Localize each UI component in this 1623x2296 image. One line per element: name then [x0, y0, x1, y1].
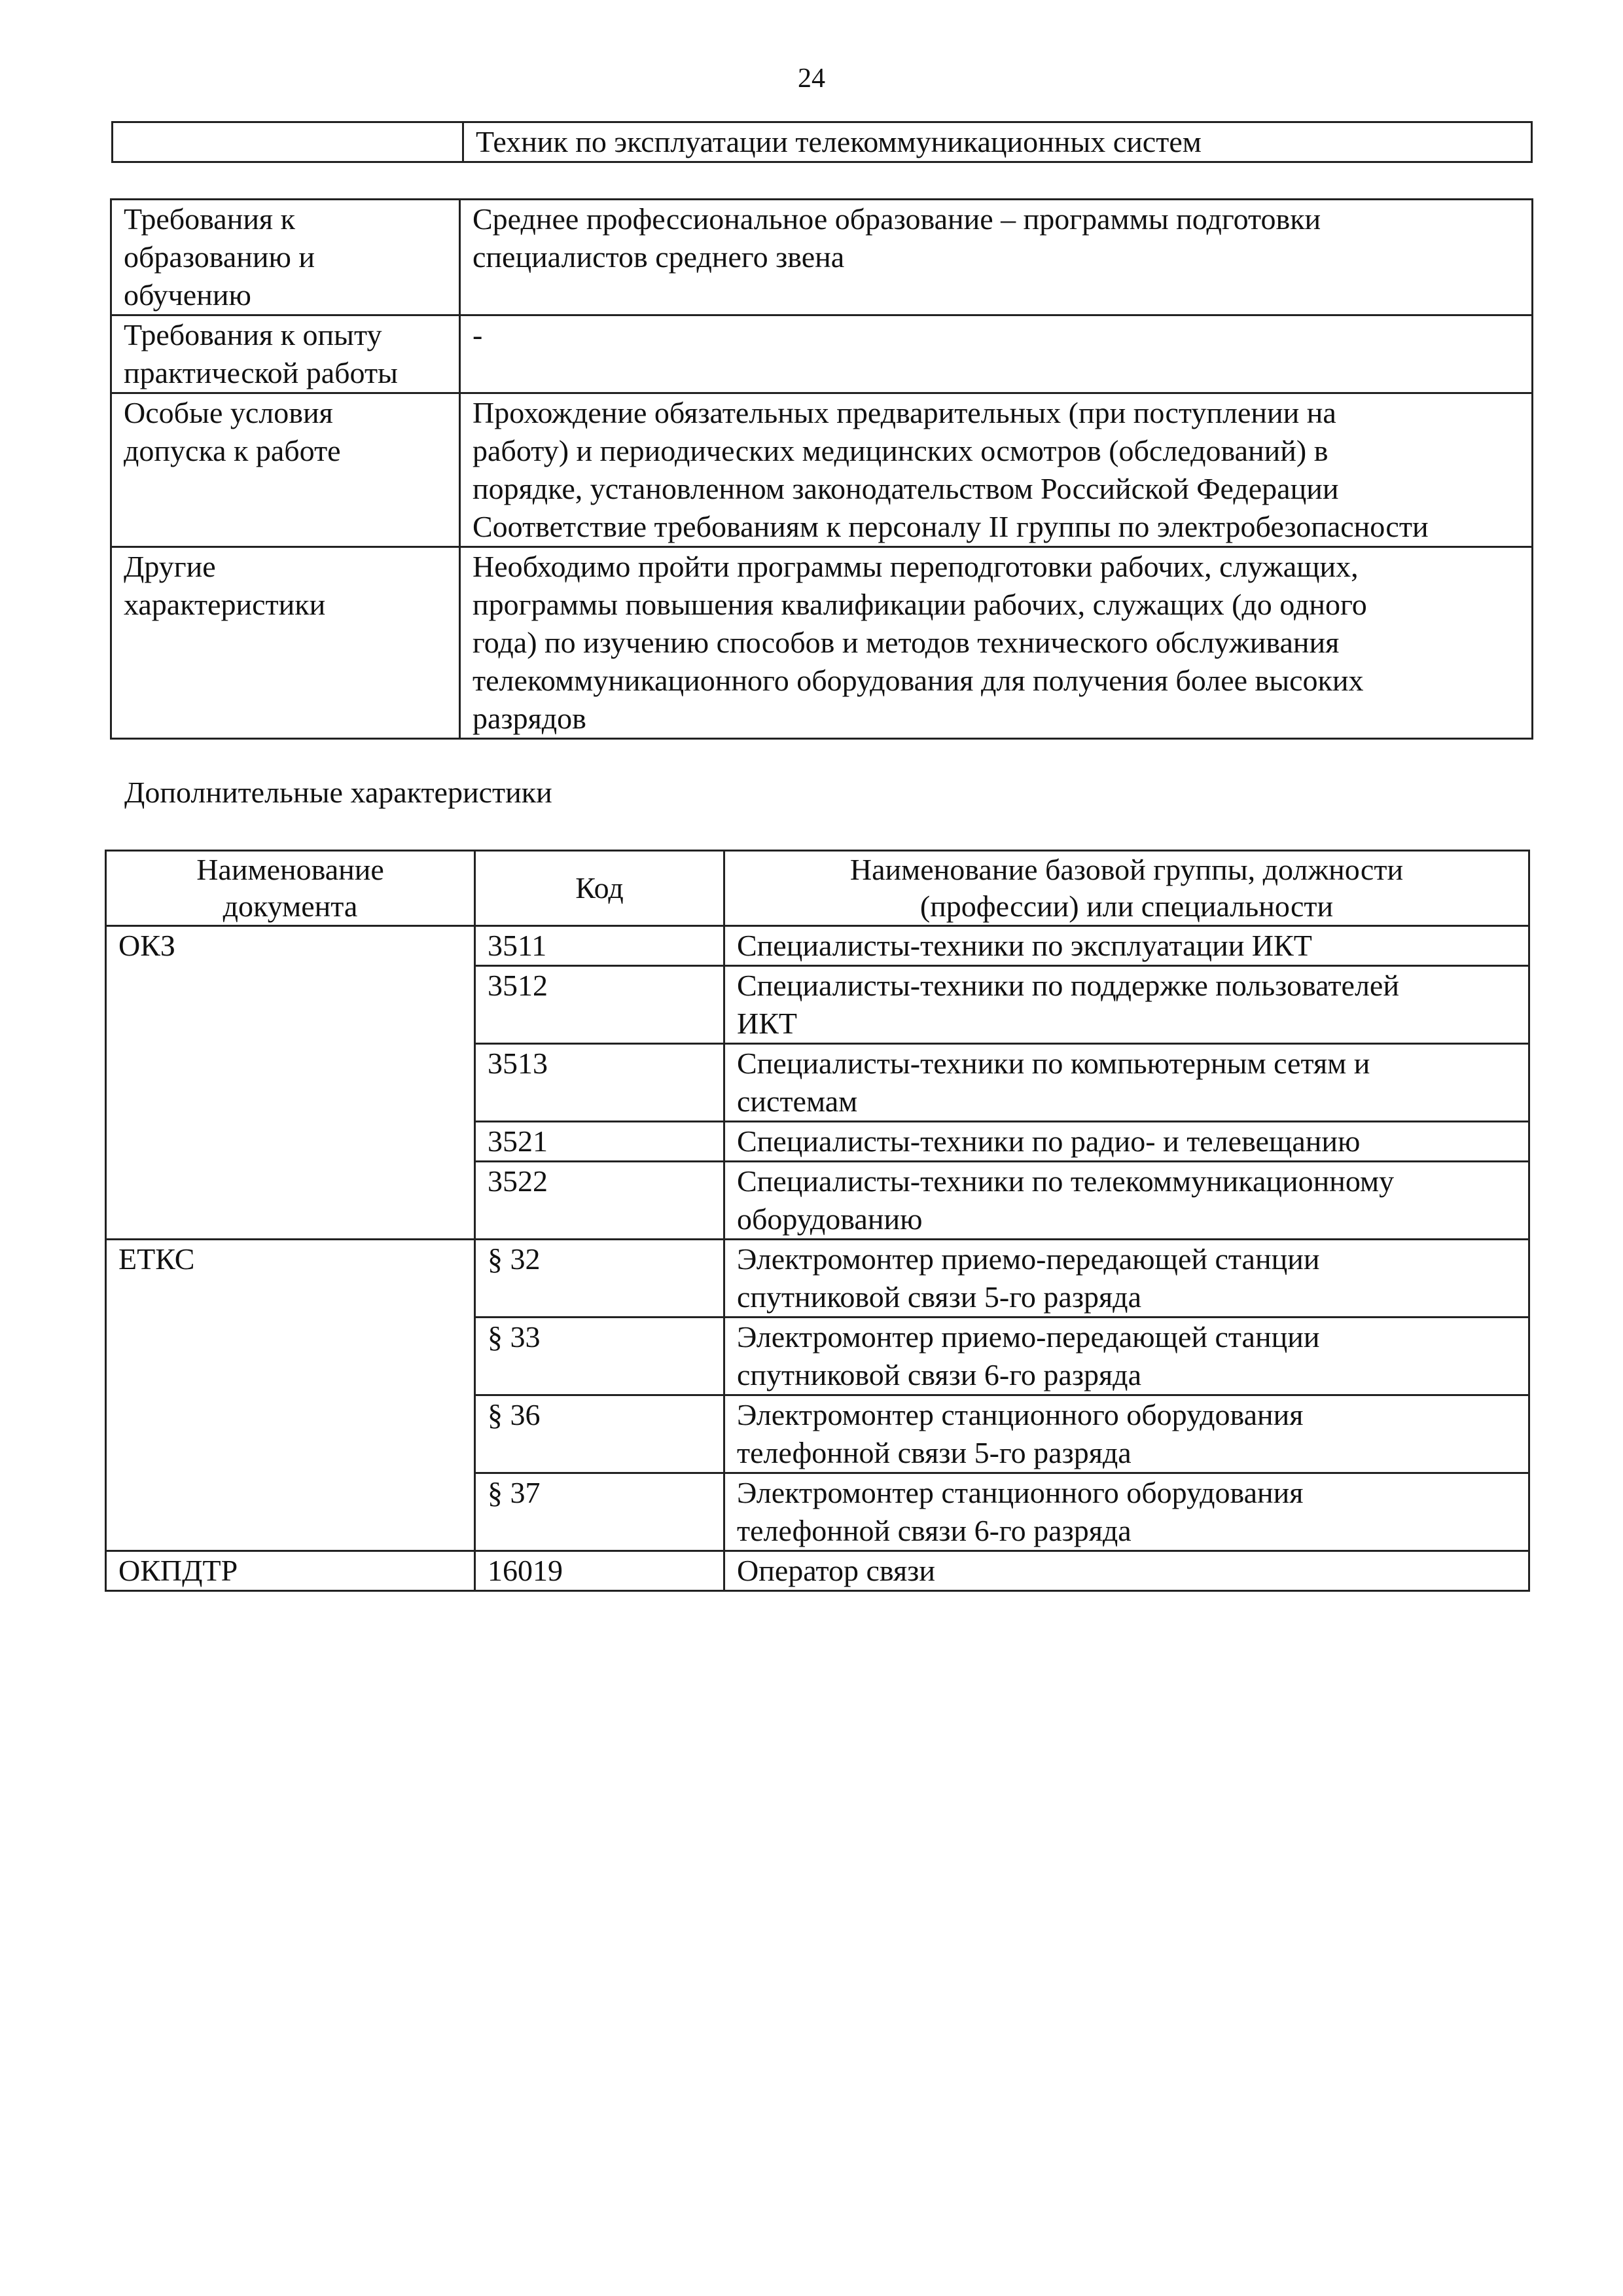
profession-title-table — [111, 121, 1533, 163]
requirement-label: Требования к образованию и обучению — [111, 200, 460, 315]
requirements-row-experience — [111, 315, 1533, 393]
profession-title-row — [113, 122, 1532, 162]
table-row — [106, 1240, 1529, 1318]
table-row — [106, 926, 1529, 966]
page-number: 24 — [798, 63, 825, 94]
code-cell: 16019 — [475, 1551, 724, 1591]
code-cell: 3522 — [475, 1162, 724, 1240]
requirements-table — [110, 198, 1533, 740]
code-cell: 3513 — [475, 1044, 724, 1122]
code-cell: § 32 — [475, 1240, 724, 1318]
additional-characteristics-heading: Дополнительные характеристики — [124, 776, 552, 809]
table-header-row — [106, 851, 1529, 926]
document-name-etks: ЕТКС — [106, 1240, 475, 1551]
group-name-cell: Электромонтер станционного оборудования телефонной связи 5-го разряда — [724, 1395, 1529, 1473]
group-name-cell: Электромонтер приемо-передающей станции спутниковой связи 6-го разряда — [724, 1318, 1529, 1395]
group-name-cell: Электромонтер приемо-передающей станции спутниковой связи 5-го разряда — [724, 1240, 1529, 1318]
group-name-cell: Специалисты-техники по эксплуатации ИКТ — [724, 926, 1529, 966]
code-cell: 3511 — [475, 926, 724, 966]
code-cell: 3521 — [475, 1122, 724, 1162]
requirement-label: Другие характеристики — [111, 547, 460, 739]
profession-title-empty-cell — [113, 122, 463, 162]
column-header-document: Наименование документа — [106, 851, 475, 926]
group-name-cell: Специалисты-техники по поддержке пользователей ИКТ — [724, 966, 1529, 1044]
additional-characteristics-table — [105, 850, 1530, 1592]
requirement-label: Особые условия допуска к работе — [111, 393, 460, 547]
code-cell: § 36 — [475, 1395, 724, 1473]
requirement-value: Среднее профессиональное образование – программы подготовки специалистов среднего звена — [460, 200, 1533, 315]
code-cell: § 33 — [475, 1318, 724, 1395]
code-cell: 3512 — [475, 966, 724, 1044]
group-name-cell: Специалисты-техники по радио- и телевещанию — [724, 1122, 1529, 1162]
group-name-cell: Специалисты-техники по компьютерным сетям и системам — [724, 1044, 1529, 1122]
requirement-value: - — [460, 315, 1533, 393]
column-header-name: Наименование базовой группы, должности (профессии) или специальности — [724, 851, 1529, 926]
document-name-okpdtr: ОКПДТР — [106, 1551, 475, 1591]
requirement-value: Прохождение обязательных предварительных (при поступлении на работу) и периодических медицинских осмотров (обследований) в порядке, установленном законодательством Российской Федерации Соответствие требованиям к персоналу II группы по электробезопасности — [460, 393, 1533, 547]
requirement-label: Требования к опыту практической работы — [111, 315, 460, 393]
requirements-row-education — [111, 200, 1533, 315]
requirements-row-admission — [111, 393, 1533, 547]
requirements-row-other — [111, 547, 1533, 739]
group-name-cell: Специалисты-техники по телекоммуникационному оборудованию — [724, 1162, 1529, 1240]
column-header-code: Код — [475, 851, 724, 926]
document-name-okz: ОКЗ — [106, 926, 475, 1240]
requirement-value: Необходимо пройти программы переподготовки рабочих, служащих, программы повышения квалификации рабочих, служащих (до одного года) по изучению способов и методов технического обслуживания телекоммуникационного оборудования для получения более высоких разрядов — [460, 547, 1533, 739]
profession-title: Техник по эксплуатации телекоммуникационных систем — [463, 122, 1532, 162]
group-name-cell: Оператор связи — [724, 1551, 1529, 1591]
code-cell: § 37 — [475, 1473, 724, 1551]
table-row — [106, 1551, 1529, 1591]
group-name-cell: Электромонтер станционного оборудования телефонной связи 6-го разряда — [724, 1473, 1529, 1551]
